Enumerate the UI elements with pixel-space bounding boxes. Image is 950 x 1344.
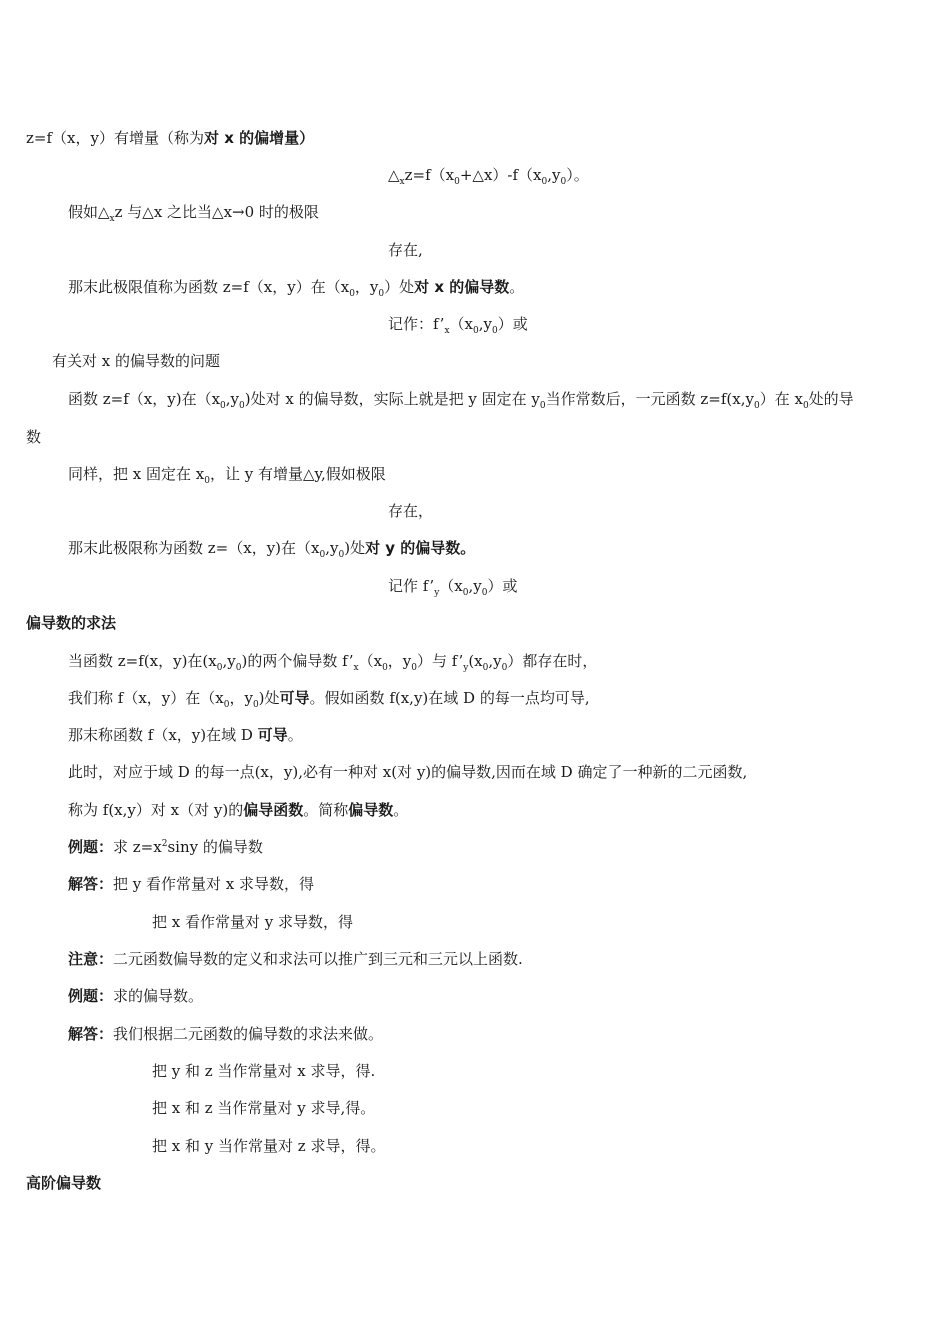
text: ,y <box>225 390 240 408</box>
subscript: x <box>399 177 405 187</box>
text: 当函数 z=f(x，y)在(x <box>68 652 217 670</box>
text: 把 x 和 y 当作常量对 z 求导，得。 <box>152 1137 386 1155</box>
bold-term: 可导 <box>279 689 310 707</box>
bold-term: 偏导函数 <box>243 801 304 819</box>
formula-line <box>388 165 589 185</box>
text: )的两个偏导数 f’ <box>241 652 354 670</box>
subscript: 0 <box>382 663 388 673</box>
bold-term: 对 x 的偏导数 <box>414 278 510 296</box>
subscript: 0 <box>454 177 460 187</box>
text-line <box>152 1098 375 1118</box>
text-line <box>388 576 518 596</box>
text: 求的偏导数。 <box>113 987 204 1005</box>
text: ,y <box>547 166 561 184</box>
subscript: 0 <box>349 289 355 299</box>
text: 假如△ <box>68 203 110 221</box>
subscript: 0 <box>252 700 259 710</box>
subscript: 0 <box>216 663 223 673</box>
superscript: 2 <box>161 839 168 849</box>
text-line <box>68 538 475 558</box>
text: ）或 <box>487 577 518 595</box>
text: )处 <box>258 689 280 707</box>
text: 那末此极限值称为函数 z=f（x，y）在（x <box>68 278 350 296</box>
text: ，y <box>354 278 379 296</box>
subscript: x <box>444 326 450 336</box>
text: 。假如函数 f(x,y)在域 D 的每一点均可导, <box>309 689 590 707</box>
text-line <box>26 128 314 148</box>
subscript: x <box>109 214 115 224</box>
subscript: 0 <box>204 476 210 486</box>
label-example: 例题： <box>68 987 114 1005</box>
subscript: 0 <box>220 401 226 411</box>
text: ，y <box>229 689 253 707</box>
subscript: 0 <box>491 326 498 336</box>
text: （x <box>358 652 383 670</box>
text: siny 的偏导数 <box>167 838 263 856</box>
text: ）与 f’ <box>417 652 464 670</box>
text: 把 y 和 z 当作常量对 x 求导，得. <box>152 1062 376 1080</box>
subscript: 0 <box>802 401 809 411</box>
subscript: 0 <box>541 177 548 187</box>
text: z=f（x <box>404 166 455 184</box>
subscript: y <box>463 663 469 673</box>
text: ,y <box>468 577 482 595</box>
subscript: 0 <box>539 401 546 411</box>
text: +△x）-f（x <box>459 166 542 184</box>
label-note: 注意： <box>68 950 114 968</box>
text: 求 z=x <box>113 838 162 856</box>
text-line <box>388 240 423 260</box>
text-line <box>68 949 523 969</box>
text: 存在， <box>388 502 434 520</box>
text: 那末称函数 f（x，y)在域 D <box>68 726 258 744</box>
text: 同样，把 x 固定在 x <box>68 465 205 483</box>
subscript: 0 <box>319 550 326 560</box>
text: 记作 f’ <box>388 577 435 595</box>
text: z 与△x 之比当△x→0 时的极限 <box>114 203 319 221</box>
section-heading: 高阶偏导数 <box>26 1174 102 1192</box>
text: ,y <box>222 652 236 670</box>
subscript: 0 <box>462 588 469 598</box>
text: 把 x 和 z 当作常量对 y 求导,得。 <box>152 1099 376 1117</box>
subscript: 0 <box>235 663 242 673</box>
label-example: 例题： <box>68 838 114 856</box>
section-heading: 偏导数的求法 <box>26 614 117 632</box>
text-line <box>68 874 314 894</box>
bold-term: 对 x 的偏增量 <box>203 129 300 147</box>
text-line <box>68 389 854 409</box>
text: 存在, <box>388 241 423 259</box>
text: 把 y 看作常量对 x 求导数，得 <box>113 875 315 893</box>
subscript: 0 <box>482 663 489 673</box>
subscript: 0 <box>338 550 345 560</box>
text: ）在 x <box>759 390 803 408</box>
subscript: 0 <box>411 663 418 673</box>
text: )处对 x 的偏导数，实际上就是把 y 固定在 y <box>244 390 540 408</box>
text-line <box>152 912 353 932</box>
text-line <box>388 314 528 334</box>
text: ）处 <box>384 278 415 296</box>
text-line <box>388 501 433 521</box>
text: (x <box>468 652 483 670</box>
text: 。 <box>393 801 409 819</box>
text: 称为 f(x,y）对 x（对 y)的 <box>68 801 244 819</box>
text: ,y <box>478 315 492 333</box>
subscript: 0 <box>472 326 479 336</box>
text: （x <box>449 315 473 333</box>
subscript: 0 <box>481 588 488 598</box>
text: 有关对 x 的偏导数的问题 <box>52 352 220 370</box>
text: )处 <box>344 539 366 557</box>
text-line <box>68 725 303 745</box>
subscript: 0 <box>501 663 508 673</box>
label-answer: 解答： <box>68 875 114 893</box>
text: （x <box>439 577 463 595</box>
text: 我们根据二元函数的偏导数的求法来做。 <box>113 1025 384 1043</box>
text-line <box>68 762 747 782</box>
subscript: 0 <box>560 177 567 187</box>
subscript: 0 <box>223 700 230 710</box>
text: ，让 y 有增量△y,假如极限 <box>209 465 386 483</box>
subscript: y <box>434 588 440 598</box>
text-line <box>52 351 220 371</box>
text: ）。 <box>566 166 589 184</box>
text-line <box>68 837 263 857</box>
text: 数 <box>26 428 42 446</box>
text-line <box>26 427 41 447</box>
bold-term: 可导 <box>257 726 288 744</box>
text: 。 <box>509 278 525 296</box>
subscript: 0 <box>239 401 245 411</box>
text: 那末此极限称为函数 z=（x，y)在（x <box>68 539 320 557</box>
subscript: x <box>353 663 359 673</box>
text-line <box>68 1024 383 1044</box>
text: 。简称 <box>303 801 349 819</box>
bold-term: 对 y 的偏导数。 <box>365 539 476 557</box>
text-line <box>68 464 386 484</box>
text-line <box>68 800 408 820</box>
text: 记作：f’ <box>388 315 445 333</box>
text-line <box>152 1136 385 1156</box>
text: z=f（x，y）有增量（称为 <box>26 129 204 147</box>
text: 二元函数偏导数的定义和求法可以推广到三元和三元以上函数. <box>113 950 523 968</box>
text-line <box>68 688 590 708</box>
text: ）都存在时， <box>507 652 598 670</box>
text: 函数 z=f（x，y)在（x <box>68 390 221 408</box>
text: ） <box>299 129 315 147</box>
text-line <box>68 651 597 671</box>
text: 处的导 <box>808 390 854 408</box>
text: ,y <box>325 539 339 557</box>
text-line <box>68 277 524 297</box>
label-answer: 解答： <box>68 1025 114 1043</box>
text: ，y <box>387 652 412 670</box>
text: △ <box>388 166 400 184</box>
text: 此时，对应于域 D 的每一点(x，y),必有一种对 x(对 y)的偏导数,因而在域 D 确定了一种新的二元函数, <box>68 763 748 781</box>
text: 我们称 f（x，y）在（x <box>68 689 224 707</box>
text-line <box>152 1061 375 1081</box>
bold-term: 偏导数 <box>348 801 394 819</box>
text-line <box>68 986 203 1006</box>
text: ,y <box>488 652 502 670</box>
subscript: 0 <box>378 289 385 299</box>
subscript: 0 <box>753 401 760 411</box>
text: 把 x 看作常量对 y 求导数，得 <box>152 913 354 931</box>
text-line <box>68 202 319 222</box>
text: 当作常数后，一元函数 z=f(x,y <box>545 390 754 408</box>
text: 。 <box>287 726 303 744</box>
text: ）或 <box>497 315 528 333</box>
